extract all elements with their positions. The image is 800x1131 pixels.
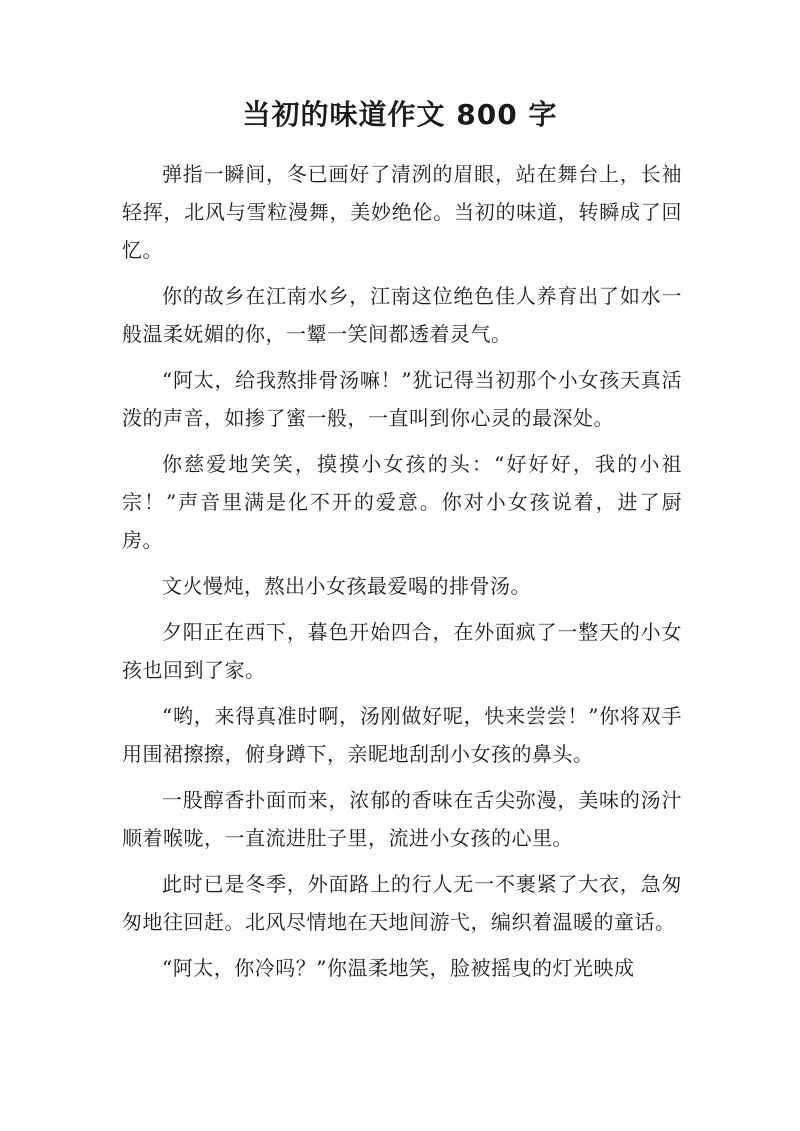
- document-title: 当初的味道作文 800 字: [242, 98, 558, 131]
- paragraph: 此时已是冬季，外面路上的行人无一不裹紧了大衣，急匆匆地往回赶。北风尽情地在天地间游弋，编织着温暖的童话。: [122, 872, 682, 934]
- paragraph: 你慈爱地笑笑，摸摸小女孩的头：“好好好，我的小祖宗！”声音里满是化不开的爱意。你对小女孩说着，进了厨房。: [122, 452, 682, 552]
- paragraph: “阿太，给我熬排骨汤嘛！”犹记得当初那个小女孩天真活泼的声音，如掺了蜜一般，一直叫到你心灵的最深处。: [122, 368, 682, 430]
- paragraph: 文火慢炖，熬出小女孩最爱喝的排骨汤。: [162, 574, 531, 598]
- paragraph: “阿太，你冷吗？”你温柔地笑，脸被摇曳的灯光映成: [162, 956, 635, 980]
- paragraph: 你的故乡在江南水乡，江南这位绝色佳人养育出了如水一般温柔妩媚的你，一颦一笑间都透着灵气。: [122, 284, 682, 346]
- paragraph: 夕阳正在西下，暮色开始四合，在外面疯了一整天的小女孩也回到了家。: [122, 620, 682, 682]
- paragraph: “哟，来得真准时啊，汤刚做好呢，快来尝尝！”你将双手用围裙擦擦，俯身蹲下，亲昵地刮刮小女孩的鼻头。: [122, 704, 682, 766]
- paragraph: 一股醇香扑面而来，浓郁的香味在舌尖弥漫，美味的汤汁顺着喉咙，一直流进肚子里，流进小女孩的心里。: [122, 788, 682, 850]
- document-body: [122, 155, 682, 995]
- paragraph: 弹指一瞬间，冬已画好了清洌的眉眼，站在舞台上，长袖轻挥，北风与雪粒漫舞，美妙绝伦。当初的味道，转瞬成了回忆。: [122, 162, 682, 262]
